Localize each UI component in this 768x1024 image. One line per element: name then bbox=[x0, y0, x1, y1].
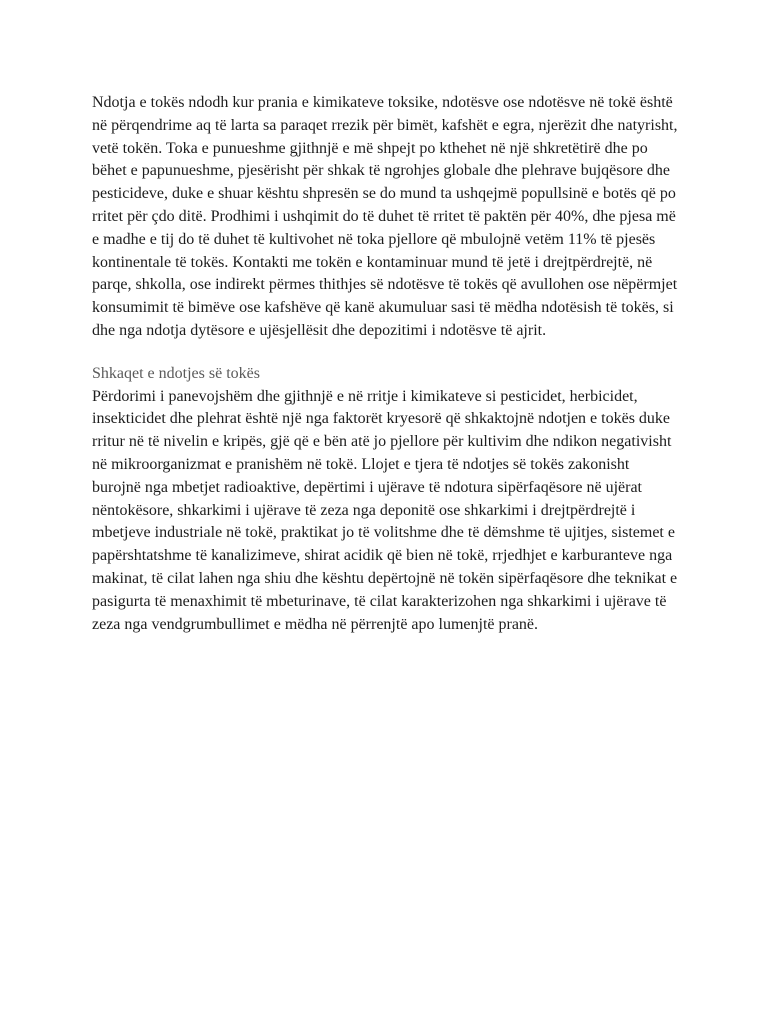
intro-paragraph: Ndotja e tokës ndodh kur prania e kimikateve toksike, ndotësve ose ndotësve në tokë është në përqendrime aq të larta sa paraqet rrezik për bimët, kafshët e egra, njerëzit dhe natyrisht, vetë tokën. Toka e punueshme gjithnjë e më shpejt po kthehet në një shkretëtirë dhe po bëhet e papunueshme, pjesërisht për shkak të ngrohjes globale dhe plehrave bujqësore dhe pesticideve, duke e shuar kështu shpresën se do mund ta ushqejmë popullsinë e botës që po rritet për çdo ditë. Prodhimi i ushqimit do të duhet të rritet të paktën për 40%, dhe pjesa më e madhe e tij do të duhet të kultivohet në toka pjellore që mbulojnë vetëm 11% të pjesës kontinentale të tokës. Kontakti me tokën e kontaminuar mund të jetë i drejtpërdrejtë, në parqe, shkolla, ose indirekt përmes thithjes së ndotësve të tokës që avullohen ose nëpërmjet konsumimit të bimëve ose kafshëve që kanë akumuluar sasi të mëdha ndotësish të tokës, si dhe nga ndotja dytësore e ujësjellësit dhe depozitimi i ndotësve të ajrit. bbox=[92, 94, 678, 339]
section-paragraph: Përdorimi i panevojshëm dhe gjithnjë e në rritje i kimikateve si pesticidet, herbicidet, insekticidet dhe plehrat është një nga faktorët kryesorë që shkaktojnë ndotjen e tokës duke rritur në të nivelin e kripës, gjë që e bën atë jo pjellore për kultivim dhe ndikon negativisht në mikroorganizmat e pranishëm në tokë. Llojet e tjera të ndotjes së tokës zakonisht burojnë nga mbetjet radioaktive, depërtimi i ujërave të ndotura sipërfaqësore në ujërat nëntokësore, shkarkimi i ujërave të zeza nga deponitë ose shkarkimi i drejtpërdrejtë i mbetjeve industriale në tokë, praktikat jo të volitshme dhe të dëmshme të ujitjes, sistemet e papërshtatshme të kanalizimeve, shirat acidik që bien në tokë, rrjedhjet e karburanteve nga makinat, të cilat lahen nga shiu dhe kështu depërtojnë në tokën sipërfaqësore dhe teknikat e pasigurta të menaxhimit të mbeturinave, të cilat karakterizohen nga shkarkimi i ujërave të zeza nga vendgrumbullimet e mëdha në përrenjtë apo lumenjtë pranë. bbox=[92, 387, 678, 633]
section-heading: Shkaqet e ndotjes së tokës bbox=[92, 364, 260, 382]
document-body bbox=[92, 92, 682, 636]
